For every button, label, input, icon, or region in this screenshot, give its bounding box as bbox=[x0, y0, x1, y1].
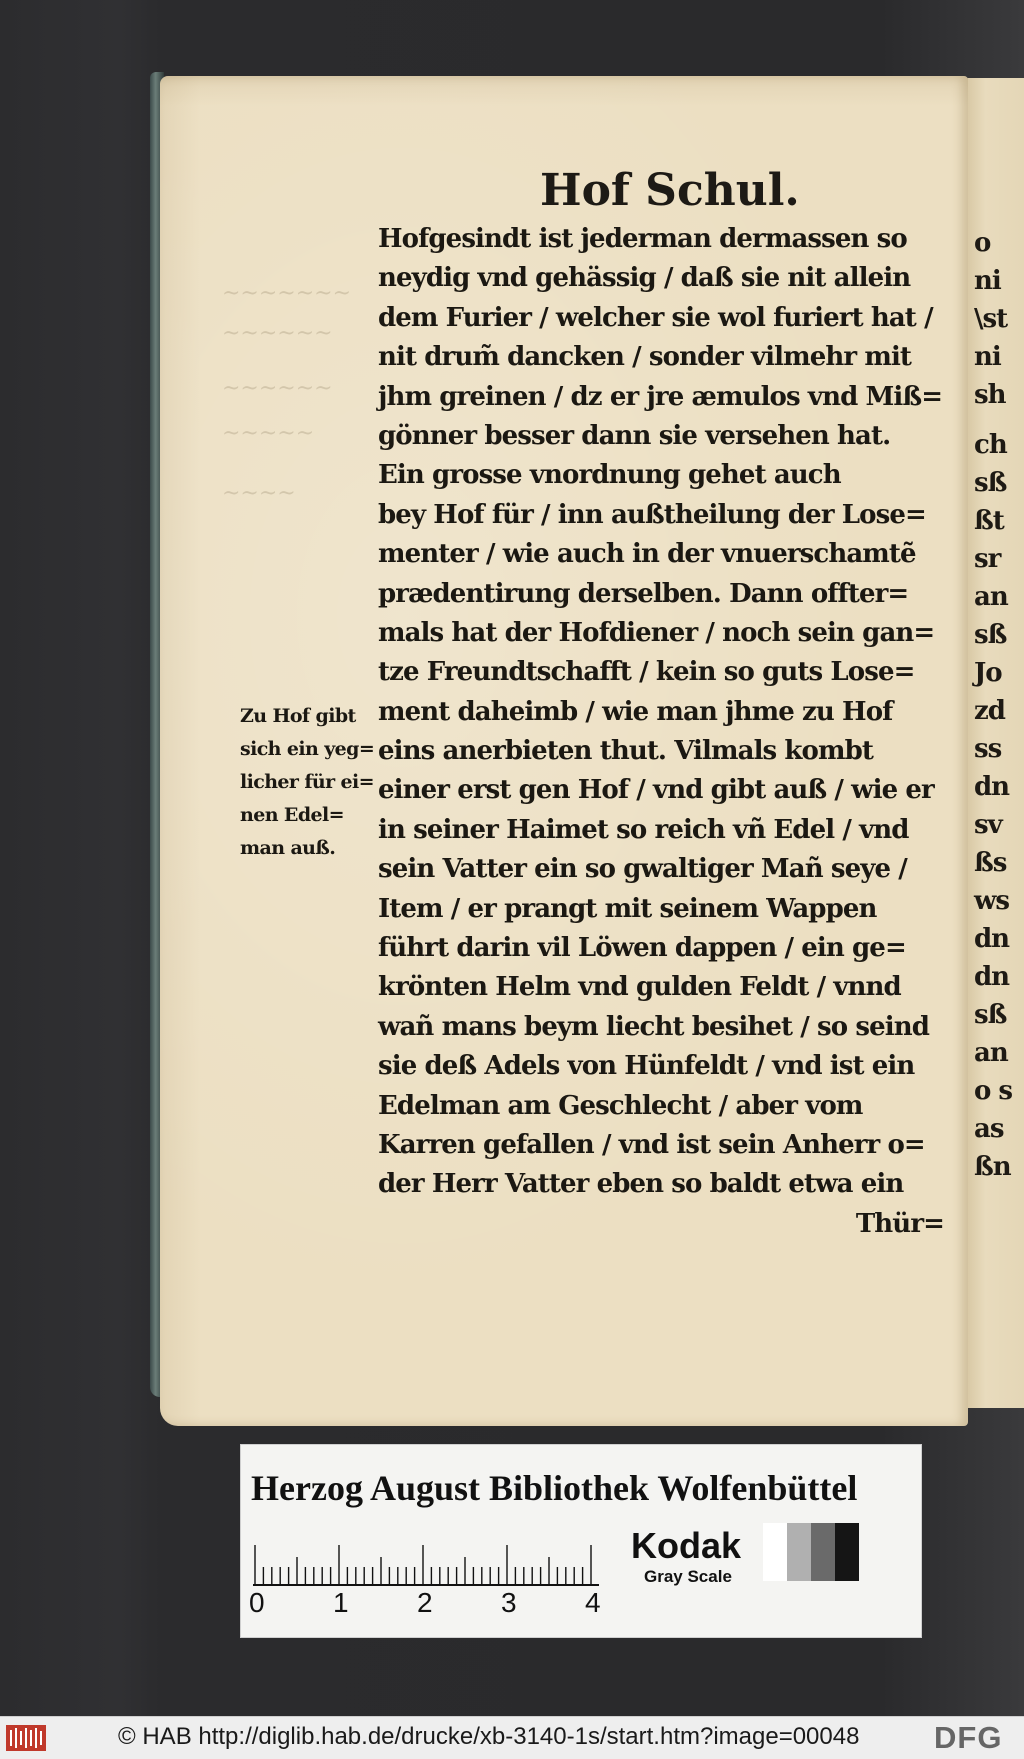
gray-patch-white bbox=[763, 1523, 787, 1581]
marginal-note bbox=[240, 700, 376, 865]
text-line: dem Furier / welcher sie wol furiert hat / bbox=[378, 302, 933, 333]
catchword: Thür= bbox=[855, 1208, 944, 1239]
marginal-line: sich ein yeg= bbox=[240, 738, 375, 760]
text-line: der Herr Vatter eben so baldt etwa ein bbox=[378, 1169, 904, 1200]
kodak-logo: Kodak bbox=[631, 1525, 742, 1566]
dfg-logo: DFG bbox=[934, 1720, 1003, 1755]
facing-page-fragment: ßn bbox=[974, 1152, 1011, 1182]
facing-page-fragment: dn bbox=[974, 924, 1010, 954]
ruler-scale bbox=[253, 1545, 599, 1587]
facing-page-fragment: ßt bbox=[974, 506, 1004, 536]
text-line: sein Vatter ein so gwaltiger Mañ seye / bbox=[378, 854, 907, 885]
facing-page-fragment: ßs bbox=[974, 848, 1007, 878]
show-through: ~~~~~~~ bbox=[222, 281, 352, 306]
marginal-line: man auß. bbox=[240, 837, 336, 859]
scale-number: 0 bbox=[249, 1587, 265, 1618]
color-reference-card bbox=[240, 1444, 922, 1638]
text-line: führt darin vil Löwen dappen / ein ge= bbox=[378, 933, 906, 964]
facing-page-fragment: o bbox=[974, 228, 991, 258]
scale-number: 2 bbox=[417, 1587, 433, 1618]
text-line: mals hat der Hofdiener / noch sein gan= bbox=[378, 617, 935, 648]
show-through: ~~~~ bbox=[222, 481, 296, 506]
text-line: Karren gefallen / vnd ist sein Anherr o= bbox=[378, 1129, 925, 1160]
facing-page-fragment: dn bbox=[974, 772, 1010, 802]
text-line: neydig vnd gehässig / daß sie nit allein bbox=[378, 263, 911, 294]
text-line: Item / er prangt mit seinem Wappen bbox=[378, 893, 877, 924]
marginal-line: Zu Hof gibt bbox=[240, 705, 356, 727]
gray-patch-light bbox=[787, 1523, 811, 1581]
facing-page-fragment: ch bbox=[974, 430, 1007, 460]
text-line: nit drum̃ dancken / sonder vilmehr mit bbox=[378, 342, 912, 373]
text-line: eins anerbieten thut. Vilmals kombt bbox=[378, 736, 873, 767]
facing-page-fragment: Jo bbox=[974, 658, 1002, 688]
text-line: gönner besser dann sie versehen hat. bbox=[378, 420, 891, 451]
facing-page-fragment: ss bbox=[974, 734, 1002, 764]
marginal-line: nen Edel= bbox=[240, 804, 344, 826]
gray-patch-black bbox=[835, 1523, 859, 1581]
show-through: ~~~~~~ bbox=[222, 321, 333, 346]
text-line: sie deß Adels von Hünfeldt / vnd ist ein bbox=[378, 1051, 915, 1082]
facing-page-fragment: sß bbox=[974, 468, 1007, 498]
facing-page-fragment: sr bbox=[974, 544, 1001, 574]
running-head: Hof Schul. bbox=[540, 165, 800, 216]
scale-number: 4 bbox=[585, 1587, 601, 1618]
facing-page-fragment: sß bbox=[974, 620, 1007, 650]
gray-patch-mid bbox=[811, 1523, 835, 1581]
text-line: Ein grosse vnordnung gehet auch bbox=[378, 460, 841, 491]
text-line: Edelman am Geschlecht / aber vom bbox=[378, 1090, 863, 1121]
text-line: bey Hof für / inn außtheilung der Lose= bbox=[378, 499, 926, 530]
body-text bbox=[378, 220, 944, 1244]
facing-page-fragment: an bbox=[974, 1038, 1008, 1068]
facing-page-edge bbox=[966, 78, 1024, 1408]
show-through: ~~~~~~ bbox=[222, 376, 333, 401]
footer-url[interactable]: © HAB http://diglib.hab.de/drucke/xb-3140-1s/start.htm?image=00048 bbox=[118, 1723, 860, 1750]
marginal-line: licher für ei= bbox=[240, 771, 374, 793]
facing-page-fragment: ni bbox=[974, 342, 1001, 372]
facing-page-fragment: zd bbox=[974, 696, 1005, 726]
text-line: Hofgesindt ist jederman dermassen so bbox=[378, 224, 907, 254]
text-line: wañ mans beym liecht besihet / so seind bbox=[378, 1011, 929, 1042]
text-line: ment daheimb / wie man jhme zu Hof bbox=[378, 696, 893, 727]
show-through: ~~~~~ bbox=[222, 421, 315, 446]
facing-page-fragment: sß bbox=[974, 1000, 1007, 1030]
facing-page-fragment: sv bbox=[974, 810, 1002, 840]
footer-bar bbox=[0, 1716, 1024, 1759]
hab-logo-icon bbox=[6, 1725, 46, 1751]
text-line: krönten Helm vnd gulden Feldt / vnnd bbox=[378, 972, 901, 1003]
facing-page-fragment: as bbox=[974, 1114, 1004, 1144]
text-line: menter / wie auch in der vnuerschamtẽ bbox=[378, 539, 916, 570]
text-line: tze Freundtschafft / kein so guts Lose= bbox=[378, 657, 915, 688]
facing-page-fragment: an bbox=[974, 582, 1008, 612]
scale-number: 3 bbox=[501, 1587, 517, 1618]
facing-page-fragment: sh bbox=[974, 380, 1006, 410]
text-line: prædentirung derselben. Dann offter= bbox=[378, 578, 909, 609]
gray-scale-patches bbox=[763, 1523, 859, 1581]
facing-page-fragment: ni bbox=[974, 266, 1001, 296]
facing-page-fragment: o s bbox=[974, 1076, 1013, 1106]
text-line: einer erst gen Hof / vnd gibt auß / wie er bbox=[378, 775, 934, 806]
facing-page-fragment: \st bbox=[974, 304, 1008, 334]
facing-page-fragment: dn bbox=[974, 962, 1010, 992]
kodak-subtitle: Gray Scale bbox=[644, 1567, 732, 1586]
library-name: Herzog August Bibliothek Wolfenbüttel bbox=[251, 1468, 858, 1508]
scale-number: 1 bbox=[333, 1587, 349, 1618]
facing-page-fragment: ws bbox=[974, 886, 1010, 916]
text-line: in seiner Haimet so reich vñ Edel / vnd bbox=[378, 814, 909, 845]
text-line: jhm greinen / dz er jre æmulos vnd Miß= bbox=[378, 381, 943, 412]
